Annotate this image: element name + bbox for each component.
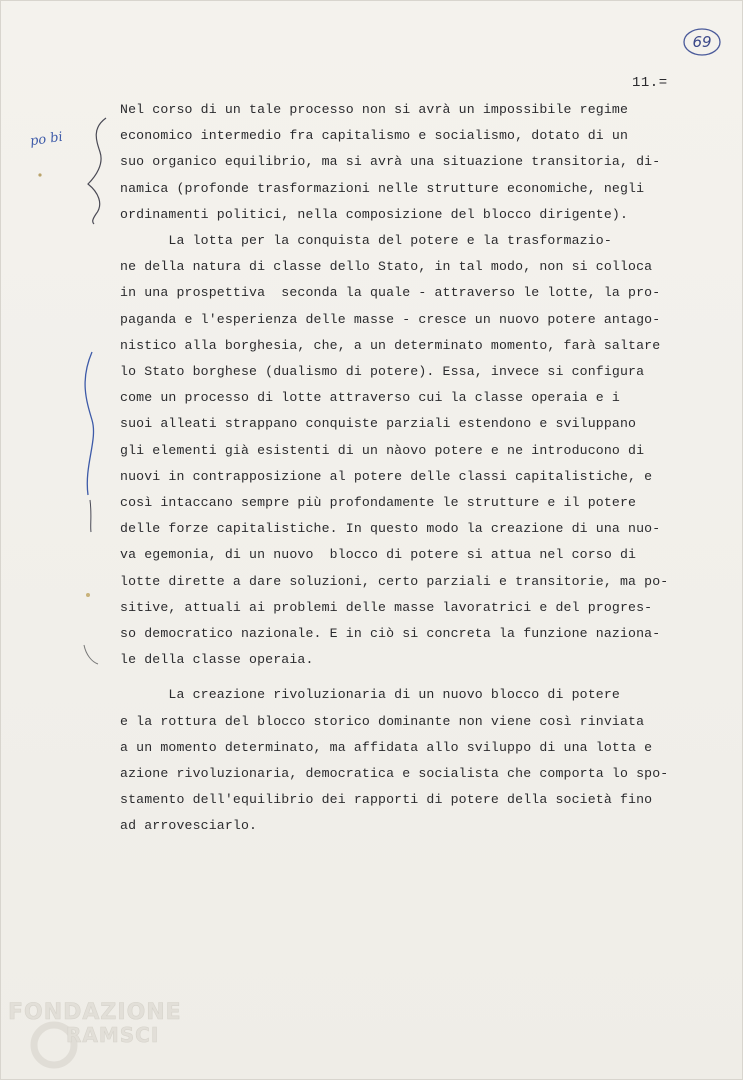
svg-text:RAMSCI: RAMSCI [66,1023,160,1047]
margin-line-lower [90,500,91,532]
text-line: ne della natura di classe dello Stato, in tal modo, non si colloca [120,259,653,275]
margin-vertical-line [85,352,93,495]
text-line: suoi alleati strappano conquiste parziali estendono e sviluppano [120,416,637,432]
paragraph-2 [120,228,705,673]
ink-dot-2 [38,173,41,176]
text-line: paganda e l'esperienza delle masse - cresce un nuovo potere antago- [120,311,661,327]
text-line: stamento dell'equilibrio dei rapporti di potere della società fino [120,792,653,808]
text-line: lo Stato borghese (dualismo di potere). Essa, invece si configura [120,364,645,380]
text-line: a un momento determinato, ma affidata allo sviluppo di una lotta e [120,739,653,755]
text-line: gli elementi già esistenti di un nàovo potere e ne introducono di [120,442,645,458]
text-line: La creazione rivoluzionaria di un nuovo blocco di potere [120,687,620,703]
text-line: so democratico nazionale. E in ciò si concreta la funzione naziona- [120,626,661,642]
text-line: Nel corso di un tale processo non si avrà un impossibile regime [120,102,629,117]
typed-text-body [120,97,705,840]
page-number: 11.= [632,75,668,91]
text-line: come un processo di lotte attraverso cui la classe operaia e i [120,390,620,406]
text-line: le della classe operaia. [120,652,314,668]
circle-mark-icon [682,26,722,58]
text-line: va egemonia, di un nuovo blocco di potere si attua nel corso di [120,547,637,563]
text-line: e la rottura del blocco storico dominante non viene così rinviata [120,713,645,729]
text-line: namica (profonde trasformazioni nelle strutture economiche, negli [120,180,645,196]
paragraph-1 [120,97,705,228]
ink-dot [86,593,90,597]
archive-page-number [682,26,722,58]
text-line: ordinamenti politici, nella composizione del blocco dirigente). [120,206,629,222]
text-line: così intaccano sempre più profondamente le strutture e il potere [120,495,637,511]
text-line: economico intermedio fra capitalismo e socialismo, dotato di un [120,128,629,144]
text-line: in una prospettiva seconda la quale - attraverso le lotte, la pro- [120,285,661,301]
text-line: delle forze capitalistiche. In questo modo la creazione di una nuo- [120,521,661,537]
svg-text:FONDAZIONE: FONDAZIONE [8,1000,182,1025]
margin-brace-top [88,118,106,224]
text-line: ad arrovesciarlo. [120,818,258,834]
text-line: nistico alla borghesia, che, a un determinato momento, farà saltare [120,337,661,353]
margin-tick-bottom [84,645,98,664]
fondazione-gramsci-watermark [8,995,198,1070]
text-line: sitive, attuali ai problemi delle masse lavoratrici e del progres- [120,599,653,615]
text-line: lotte dirette a dare soluzioni, certo parziali e transitorie, ma po- [120,573,669,589]
text-line: La lotta per la conquista del potere e la trasformazio- [120,233,612,249]
handwritten-margin-note: po bi [29,129,64,150]
text-line: nuovi in contrapposizione al potere delle classi capitalistiche, e [120,468,653,484]
text-line: suo organico equilibrio, ma si avrà una situazione transitoria, di- [120,154,661,170]
archive-number-text: 69 [692,33,712,51]
text-line: azione rivoluzionaria, democratica e socialista che comporta lo spo- [120,766,669,782]
paragraph-gap [120,673,705,682]
paragraph-3 [120,682,705,839]
